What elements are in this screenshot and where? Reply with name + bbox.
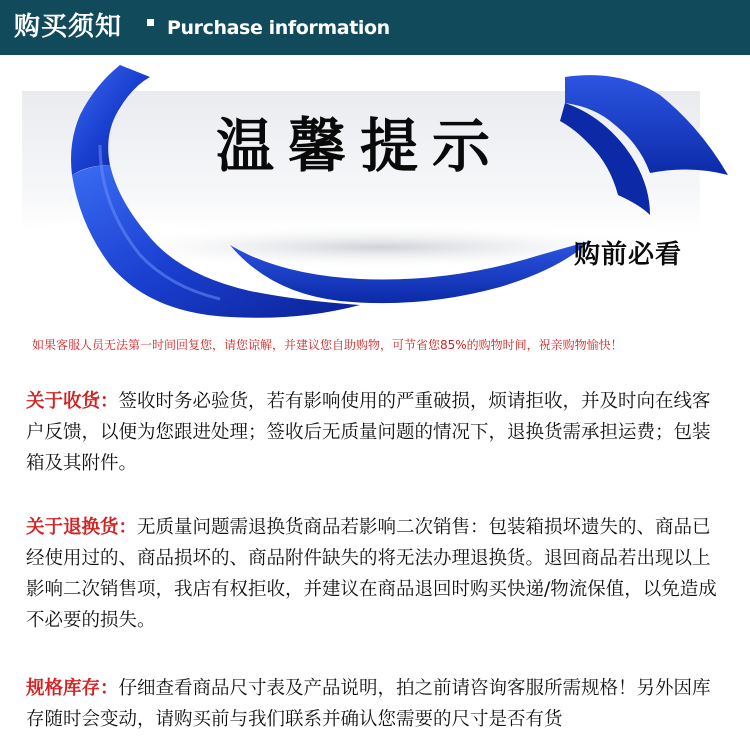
section-label: 规格库存：: [26, 678, 119, 699]
banner-subtitle: 购前必看: [574, 240, 683, 270]
warm-tips-banner: [0, 55, 750, 330]
header-title-en: Purchase information: [167, 17, 390, 39]
section-label: 关于退换货：: [26, 517, 138, 538]
section-label: 关于收货：: [26, 391, 119, 412]
section-text: 仔细查看商品尺寸表及产品说明，拍之前请咨询客服所需规格！另外因库存随时会变动，请购买前与我们联系并确认您需要的尺寸是否有货: [26, 678, 711, 730]
section-text: 签收时务必验货，若有影响使用的严重破损，烦请拒收，并及时向在线客户反馈，以便为您跟进处理；签收后无质量问题的情况下，退换货需承担运费；包装箱及其附件。: [26, 391, 711, 474]
header-bullet: [147, 19, 154, 26]
section-sizes-stock: [26, 673, 726, 735]
section-receiving: [26, 386, 726, 479]
header-bar: [0, 0, 750, 55]
section-returns: [26, 512, 726, 636]
header-title-cn: 购买须知: [14, 12, 123, 42]
ribbon-banner-graphic: [0, 55, 750, 330]
section-text: 无质量问题需退换货商品若影响二次销售：包装箱损坏遗失的、商品已经使用过的、商品损坏的、商品附件缺失的将无法办理退换货。退回商品若出现以上影响二次销售项，我店有权拒收，并建议在商品退回时购买快递/物流保值，以免造成不必要的损失。: [26, 517, 717, 631]
banner-title: 温馨提示: [215, 112, 504, 180]
customer-service-notice: 如果客服人员无法第一时间回复您，请您谅解，并建议您自助购物，可节省您85%的购物时间，祝亲购物愉快！: [32, 338, 623, 352]
